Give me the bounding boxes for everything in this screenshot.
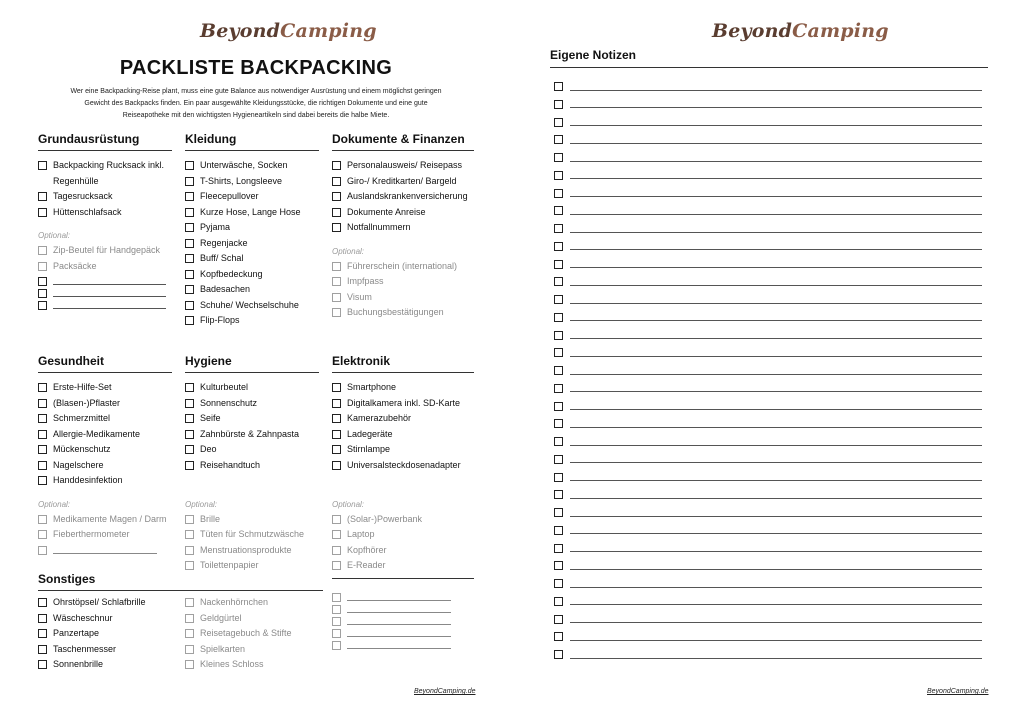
checkbox[interactable] xyxy=(332,605,341,614)
checkbox[interactable] xyxy=(185,598,194,607)
checklist-item[interactable]: Giro-/ Kreditkarten/ Bargeld xyxy=(332,174,474,190)
checkbox[interactable] xyxy=(332,383,341,392)
note-line[interactable] xyxy=(570,420,982,428)
checkbox[interactable] xyxy=(332,262,341,271)
note-row[interactable] xyxy=(554,579,982,588)
optional-label: Optional: xyxy=(38,231,71,240)
notes-page xyxy=(512,0,1024,722)
checkbox[interactable] xyxy=(38,530,47,539)
note-row[interactable] xyxy=(554,402,982,411)
checklist-item[interactable]: Taschenmesser xyxy=(38,642,172,658)
checkbox[interactable] xyxy=(554,437,563,446)
checkbox[interactable] xyxy=(332,277,341,286)
checkbox[interactable] xyxy=(554,224,563,233)
checklist-item[interactable]: Flip-Flops xyxy=(185,313,319,329)
section-heading: Gesundheit xyxy=(38,354,172,373)
checklist-item[interactable]: Tagesrucksack xyxy=(38,189,172,205)
optional-item[interactable]: Medikamente Magen / Darm xyxy=(38,512,172,528)
checkbox[interactable] xyxy=(332,177,341,186)
checkbox[interactable] xyxy=(38,430,47,439)
checkbox[interactable] xyxy=(332,208,341,217)
checkbox[interactable] xyxy=(554,348,563,357)
checkbox[interactable] xyxy=(185,208,194,217)
blank-item[interactable] xyxy=(332,614,474,626)
note-line[interactable] xyxy=(570,455,982,463)
note-row[interactable] xyxy=(554,135,982,144)
checkbox[interactable] xyxy=(332,546,341,555)
optional-item[interactable]: Geldgürtel xyxy=(185,611,319,627)
note-line[interactable] xyxy=(570,83,982,91)
checkbox[interactable] xyxy=(185,430,194,439)
note-row[interactable] xyxy=(554,437,982,446)
checkbox[interactable] xyxy=(38,614,47,623)
checkbox[interactable] xyxy=(554,508,563,517)
note-line[interactable] xyxy=(570,402,982,410)
checklist-item[interactable]: Deo xyxy=(185,442,319,458)
checkbox[interactable] xyxy=(332,593,341,602)
note-row[interactable] xyxy=(554,508,982,517)
divider xyxy=(332,578,474,579)
note-row[interactable] xyxy=(554,419,982,428)
blank-item[interactable] xyxy=(38,286,172,298)
section-heading: Dokumente & Finanzen xyxy=(332,132,474,151)
checkbox[interactable] xyxy=(332,399,341,408)
note-line[interactable] xyxy=(570,473,982,481)
optional-item[interactable]: E-Reader xyxy=(332,558,474,574)
blank-item[interactable] xyxy=(332,626,474,638)
checkbox[interactable] xyxy=(332,561,341,570)
checkbox[interactable] xyxy=(554,100,563,109)
checkbox[interactable] xyxy=(38,383,47,392)
checklist-item[interactable]: Auslandskrankenversicherung xyxy=(332,189,474,205)
checklist-item[interactable]: Universalsteckdosenadapter xyxy=(332,458,474,474)
checklist-item[interactable]: Ohrstöpsel/ Schlafbrille xyxy=(38,595,172,611)
note-row[interactable] xyxy=(554,153,982,162)
checklist-item[interactable]: Kamerazubehör xyxy=(332,411,474,427)
optional-item[interactable]: Tüten für Schmutzwäsche xyxy=(185,527,319,543)
note-line[interactable] xyxy=(570,491,982,499)
checkbox[interactable] xyxy=(554,650,563,659)
checkbox[interactable] xyxy=(332,293,341,302)
checkbox[interactable] xyxy=(185,254,194,263)
note-line[interactable] xyxy=(570,367,982,375)
optional-label: Optional: xyxy=(332,246,365,256)
checkbox[interactable] xyxy=(554,82,563,91)
checkbox[interactable] xyxy=(554,206,563,215)
checkbox[interactable] xyxy=(554,579,563,588)
checkbox[interactable] xyxy=(554,260,563,269)
checklist-item[interactable]: Schuhe/ Wechselschuhe xyxy=(185,298,319,314)
optional-label: Optional: xyxy=(332,499,365,509)
note-row[interactable] xyxy=(554,171,982,180)
checkbox[interactable] xyxy=(332,617,341,626)
note-row[interactable] xyxy=(554,597,982,606)
optional-label: Optional: xyxy=(38,499,71,509)
checkbox[interactable] xyxy=(554,490,563,499)
checklist-item[interactable]: (Blasen-)Pflaster xyxy=(38,396,172,412)
checkbox[interactable] xyxy=(185,239,194,248)
checklist-item[interactable]: Panzertape xyxy=(38,626,172,642)
optional-item[interactable]: Impfpass xyxy=(332,274,474,290)
note-line[interactable] xyxy=(570,544,982,552)
checkbox[interactable] xyxy=(185,161,194,170)
note-row[interactable] xyxy=(554,561,982,570)
checklist-item[interactable]: Ladegeräte xyxy=(332,427,474,443)
note-line[interactable] xyxy=(570,207,982,215)
optional-item[interactable]: Laptop xyxy=(332,527,474,543)
note-line[interactable] xyxy=(570,278,982,286)
checklist-item[interactable]: Erste-Hilfe-Set xyxy=(38,380,172,396)
optional-item[interactable]: Nackenhörnchen xyxy=(185,595,319,611)
checklist-item[interactable]: Fleecepullover xyxy=(185,189,319,205)
checklist-item[interactable]: Kopfbedeckung xyxy=(185,267,319,283)
checkbox[interactable] xyxy=(38,399,47,408)
blank-item[interactable] xyxy=(38,543,172,555)
checkbox[interactable] xyxy=(38,208,47,217)
checklist-item[interactable]: Buff/ Schal xyxy=(185,251,319,267)
footer-link[interactable]: BeyondCamping.de xyxy=(414,688,476,695)
optional-item[interactable]: Menstruationsprodukte xyxy=(185,543,319,559)
checkbox[interactable] xyxy=(185,645,194,654)
checkbox[interactable] xyxy=(332,629,341,638)
checkbox[interactable] xyxy=(332,530,341,539)
note-row[interactable] xyxy=(554,650,982,659)
checkbox[interactable] xyxy=(554,526,563,535)
checkbox[interactable] xyxy=(554,632,563,641)
checklist-item[interactable]: Mückenschutz xyxy=(38,442,172,458)
note-line[interactable] xyxy=(570,597,982,605)
checkbox[interactable] xyxy=(38,645,47,654)
section-heading: Hygiene xyxy=(185,354,319,373)
checkbox[interactable] xyxy=(185,561,194,570)
checkbox[interactable] xyxy=(38,414,47,423)
note-row[interactable] xyxy=(554,100,982,109)
checkbox[interactable] xyxy=(185,530,194,539)
checkbox[interactable] xyxy=(38,461,47,470)
checklist-item[interactable]: Reisehandtuch xyxy=(185,458,319,474)
checkbox[interactable] xyxy=(554,384,563,393)
note-line[interactable] xyxy=(570,225,982,233)
checkbox[interactable] xyxy=(38,161,47,170)
note-row[interactable] xyxy=(554,384,982,393)
checkbox[interactable] xyxy=(38,277,47,286)
checkbox[interactable] xyxy=(185,399,194,408)
checkbox[interactable] xyxy=(38,262,47,271)
checkbox[interactable] xyxy=(185,223,194,232)
checkbox[interactable] xyxy=(38,515,47,524)
checkbox[interactable] xyxy=(554,615,563,624)
sonstiges-column-3 xyxy=(332,578,474,650)
note-line[interactable] xyxy=(570,136,982,144)
section-heading: Sonstiges xyxy=(38,572,323,591)
note-row[interactable] xyxy=(554,526,982,535)
checkbox[interactable] xyxy=(185,270,194,279)
note-line[interactable] xyxy=(570,154,982,162)
checkbox[interactable] xyxy=(38,546,47,555)
notes-heading: Eigene Notizen xyxy=(550,48,988,68)
checkbox[interactable] xyxy=(554,561,563,570)
checkbox[interactable] xyxy=(38,660,47,669)
note-line[interactable] xyxy=(570,384,982,392)
checklist-item[interactable]: Smartphone xyxy=(332,380,474,396)
checkbox[interactable] xyxy=(332,223,341,232)
checkbox[interactable] xyxy=(332,641,341,650)
checkbox[interactable] xyxy=(38,192,47,201)
optional-item[interactable]: Führerschein (international) xyxy=(332,259,474,275)
note-row[interactable] xyxy=(554,490,982,499)
checkbox[interactable] xyxy=(332,308,341,317)
blank-item[interactable] xyxy=(38,298,172,310)
checklist-item[interactable]: Handdesinfektion xyxy=(38,473,172,489)
footer-link[interactable]: BeyondCamping.de xyxy=(927,688,989,695)
optional-item[interactable]: Spielkarten xyxy=(185,642,319,658)
checkbox[interactable] xyxy=(554,277,563,286)
section-heading: Grundausrüstung xyxy=(38,132,172,151)
checkbox[interactable] xyxy=(332,461,341,470)
note-row[interactable] xyxy=(554,615,982,624)
optional-item[interactable]: Zip-Beutel für Handgepäck xyxy=(38,243,172,259)
note-row[interactable] xyxy=(554,277,982,286)
checkbox[interactable] xyxy=(554,473,563,482)
write-in-line[interactable] xyxy=(53,298,166,309)
section-kleidung xyxy=(185,132,319,329)
checkbox[interactable] xyxy=(554,118,563,127)
checkbox[interactable] xyxy=(332,192,341,201)
sonstiges-column-1 xyxy=(38,595,172,673)
note-line[interactable] xyxy=(570,526,982,534)
checkbox[interactable] xyxy=(554,171,563,180)
note-row[interactable] xyxy=(554,313,982,322)
checkbox[interactable] xyxy=(332,515,341,524)
note-line[interactable] xyxy=(570,260,982,268)
checkbox[interactable] xyxy=(554,153,563,162)
blank-item[interactable] xyxy=(332,638,474,650)
sonstiges-column-2 xyxy=(185,595,319,673)
checkbox[interactable] xyxy=(554,597,563,606)
checklist-item[interactable]: Backpacking Rucksack inkl. Regenhülle xyxy=(38,158,172,189)
optional-item[interactable]: Kopfhörer xyxy=(332,543,474,559)
write-in-line[interactable] xyxy=(347,638,451,649)
checklist-item[interactable]: Digitalkamera inkl. SD-Karte xyxy=(332,396,474,412)
note-row[interactable] xyxy=(554,544,982,553)
checklist-item[interactable]: Allergie-Medikamente xyxy=(38,427,172,443)
checkbox[interactable] xyxy=(185,515,194,524)
optional-item[interactable]: Buchungsbestätigungen xyxy=(332,305,474,321)
checkbox[interactable] xyxy=(554,455,563,464)
note-line[interactable] xyxy=(570,189,982,197)
note-row[interactable] xyxy=(554,118,982,127)
optional-item[interactable]: (Solar-)Powerbank xyxy=(332,512,474,528)
optional-item[interactable]: Kleines Schloss xyxy=(185,657,319,673)
checklist-item[interactable]: Seife xyxy=(185,411,319,427)
note-line[interactable] xyxy=(570,313,982,321)
blank-item[interactable] xyxy=(38,274,172,286)
note-row[interactable] xyxy=(554,82,982,91)
checkbox[interactable] xyxy=(332,414,341,423)
note-line[interactable] xyxy=(570,633,982,641)
note-row[interactable] xyxy=(554,473,982,482)
checkbox[interactable] xyxy=(185,614,194,623)
write-in-line[interactable] xyxy=(53,286,166,297)
write-in-line[interactable] xyxy=(53,274,166,285)
optional-item[interactable]: Visum xyxy=(332,290,474,306)
note-row[interactable] xyxy=(554,455,982,464)
checklist-item[interactable]: Personalausweis/ Reisepass xyxy=(332,158,474,174)
section-dokumente xyxy=(332,132,474,321)
checkbox[interactable] xyxy=(554,544,563,553)
checklist-item[interactable]: T-Shirts, Longsleeve xyxy=(185,174,319,190)
checkbox[interactable] xyxy=(185,629,194,638)
checklist-item[interactable]: Pyjama xyxy=(185,220,319,236)
checkbox[interactable] xyxy=(185,461,194,470)
checkbox[interactable] xyxy=(185,660,194,669)
checkbox[interactable] xyxy=(332,430,341,439)
checkbox[interactable] xyxy=(554,419,563,428)
optional-item[interactable]: Reisetagebuch & Stifte xyxy=(185,626,319,642)
checklist-item[interactable]: Zahnbürste & Zahnpasta xyxy=(185,427,319,443)
blank-item[interactable] xyxy=(332,602,474,614)
note-line[interactable] xyxy=(570,242,982,250)
note-row[interactable] xyxy=(554,331,982,340)
checklist-item[interactable]: Wäscheschnur xyxy=(38,611,172,627)
note-line[interactable] xyxy=(570,331,982,339)
note-row[interactable] xyxy=(554,632,982,641)
checkbox[interactable] xyxy=(554,366,563,375)
note-row[interactable] xyxy=(554,206,982,215)
note-row[interactable] xyxy=(554,348,982,357)
section-heading: Kleidung xyxy=(185,132,319,151)
checklist-item[interactable]: Kulturbeutel xyxy=(185,380,319,396)
optional-item[interactable]: Packsäcke xyxy=(38,259,172,275)
note-row[interactable] xyxy=(554,224,982,233)
note-line[interactable] xyxy=(570,349,982,357)
checkbox[interactable] xyxy=(554,331,563,340)
optional-label: Optional: xyxy=(185,499,218,509)
checklist-item[interactable]: Sonnenbrille xyxy=(38,657,172,673)
checklist-item[interactable]: Schmerzmittel xyxy=(38,411,172,427)
note-line[interactable] xyxy=(570,509,982,517)
optional-item[interactable]: Brille xyxy=(185,512,319,528)
checklist-item[interactable]: Regenjacke xyxy=(185,236,319,252)
note-row[interactable] xyxy=(554,260,982,269)
checklist-item[interactable]: Kurze Hose, Lange Hose xyxy=(185,205,319,221)
note-row[interactable] xyxy=(554,242,982,251)
checkbox[interactable] xyxy=(185,192,194,201)
note-line[interactable] xyxy=(570,580,982,588)
checkbox[interactable] xyxy=(38,289,47,298)
intro-text: Wer eine Backpacking-Reise plant, muss eine gute Balance aus notwendiger Ausrüstung und einem möglichst geringen Gewicht des Backpacks finden. Ein paar ausgewählte Kleidungsstücke, die richtigen Dokumente und eine gute Reiseapotheke mit den wichtigsten Hygieneartikeln sind dabei bereits die halbe Miete. xyxy=(70,88,442,119)
note-line[interactable] xyxy=(570,296,982,304)
checkbox[interactable] xyxy=(185,285,194,294)
checkbox[interactable] xyxy=(554,313,563,322)
page-title: PACKLISTE BACKPACKING xyxy=(119,57,393,79)
write-in-line[interactable] xyxy=(53,543,157,554)
checkbox[interactable] xyxy=(332,445,341,454)
checkbox[interactable] xyxy=(185,414,194,423)
optional-item[interactable]: Fieberthermometer xyxy=(38,527,172,543)
note-row[interactable] xyxy=(554,366,982,375)
brand-logo: BeyondCamping xyxy=(200,20,377,42)
checkbox[interactable] xyxy=(185,177,194,186)
checkbox[interactable] xyxy=(185,383,194,392)
write-in-line[interactable] xyxy=(347,614,451,625)
brand-logo: BeyondCamping xyxy=(712,20,889,42)
checkbox[interactable] xyxy=(38,629,47,638)
checkbox[interactable] xyxy=(554,135,563,144)
checkbox[interactable] xyxy=(554,402,563,411)
checkbox[interactable] xyxy=(38,476,47,485)
write-in-line[interactable] xyxy=(347,602,451,613)
checkbox[interactable] xyxy=(38,598,47,607)
checkbox[interactable] xyxy=(38,246,47,255)
checkbox[interactable] xyxy=(554,242,563,251)
note-line[interactable] xyxy=(570,118,982,126)
section-heading: Elektronik xyxy=(332,354,474,373)
blank-item[interactable] xyxy=(332,590,474,602)
note-line[interactable] xyxy=(570,651,982,659)
checklist-item[interactable]: Hüttenschlafsack xyxy=(38,205,172,221)
section-grundausruestung xyxy=(38,132,172,310)
checkbox[interactable] xyxy=(38,445,47,454)
section-elektronik xyxy=(332,354,474,574)
write-in-line[interactable] xyxy=(347,626,451,637)
checkbox[interactable] xyxy=(554,295,563,304)
checkbox[interactable] xyxy=(185,445,194,454)
checklist-item[interactable]: Notfallnummern xyxy=(332,220,474,236)
section-gesundheit xyxy=(38,354,172,555)
note-line[interactable] xyxy=(570,171,982,179)
checkbox[interactable] xyxy=(185,316,194,325)
checklist-item[interactable]: Nagelschere xyxy=(38,458,172,474)
checklist-item[interactable]: Sonnenschutz xyxy=(185,396,319,412)
write-in-line[interactable] xyxy=(347,590,451,601)
note-row[interactable] xyxy=(554,189,982,198)
optional-item[interactable]: Toilettenpapier xyxy=(185,558,319,574)
checklist-item[interactable]: Unterwäsche, Socken xyxy=(185,158,319,174)
checkbox[interactable] xyxy=(332,161,341,170)
checklist-item[interactable]: Badesachen xyxy=(185,282,319,298)
section-hygiene xyxy=(185,354,319,574)
note-line[interactable] xyxy=(570,438,982,446)
checkbox[interactable] xyxy=(554,189,563,198)
checkbox[interactable] xyxy=(38,301,47,310)
checkbox[interactable] xyxy=(185,546,194,555)
checklist-item[interactable]: Dokumente Anreise xyxy=(332,205,474,221)
note-line[interactable] xyxy=(570,615,982,623)
checklist-item[interactable]: Stirnlampe xyxy=(332,442,474,458)
note-row[interactable] xyxy=(554,295,982,304)
note-line[interactable] xyxy=(570,562,982,570)
note-line[interactable] xyxy=(570,100,982,108)
checkbox[interactable] xyxy=(185,301,194,310)
